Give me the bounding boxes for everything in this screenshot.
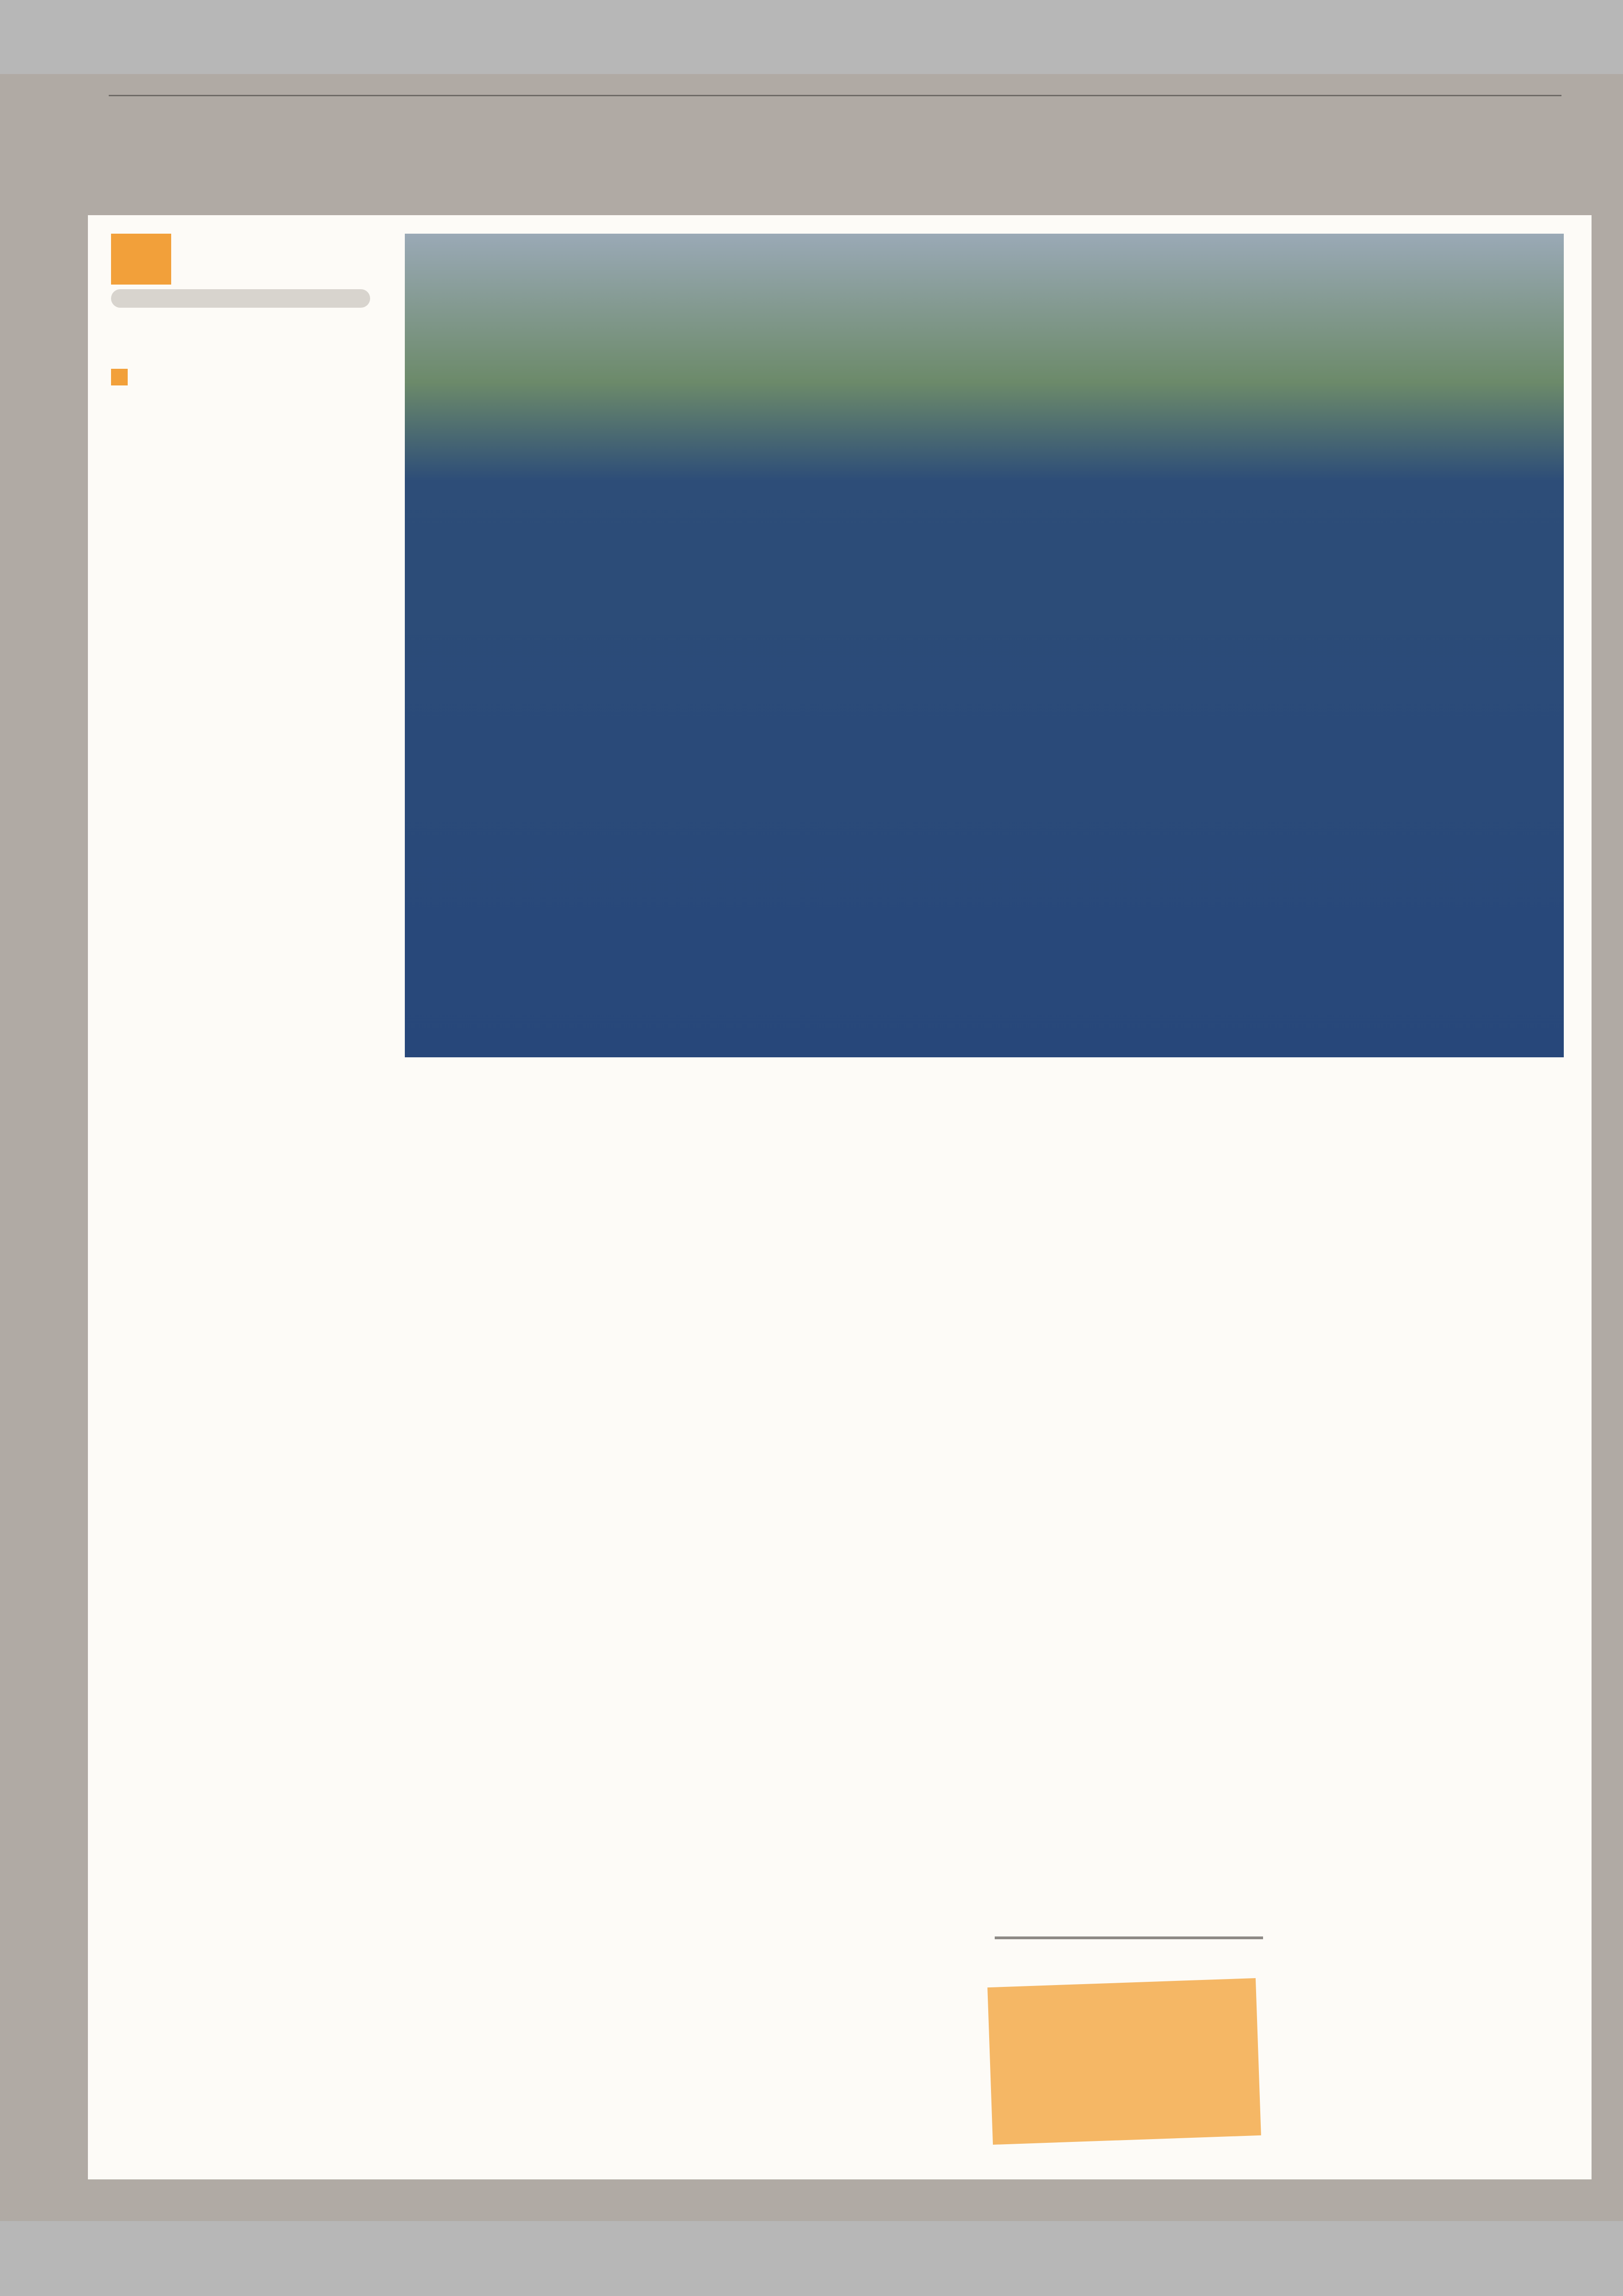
brand-logo <box>111 234 171 285</box>
article-photo <box>405 234 1564 1057</box>
divider <box>995 1936 1263 1939</box>
stat-highlight-shape <box>987 1978 1261 2145</box>
page-header <box>109 95 1561 133</box>
bullet-square-icon <box>111 369 128 385</box>
article-column-1 <box>111 715 384 729</box>
article-page <box>88 215 1592 2179</box>
article-column-4 <box>1291 1085 1564 1099</box>
lead-text <box>111 363 379 392</box>
headline <box>405 1076 1275 1159</box>
section-brand <box>111 234 379 317</box>
map-graphic <box>111 289 370 308</box>
